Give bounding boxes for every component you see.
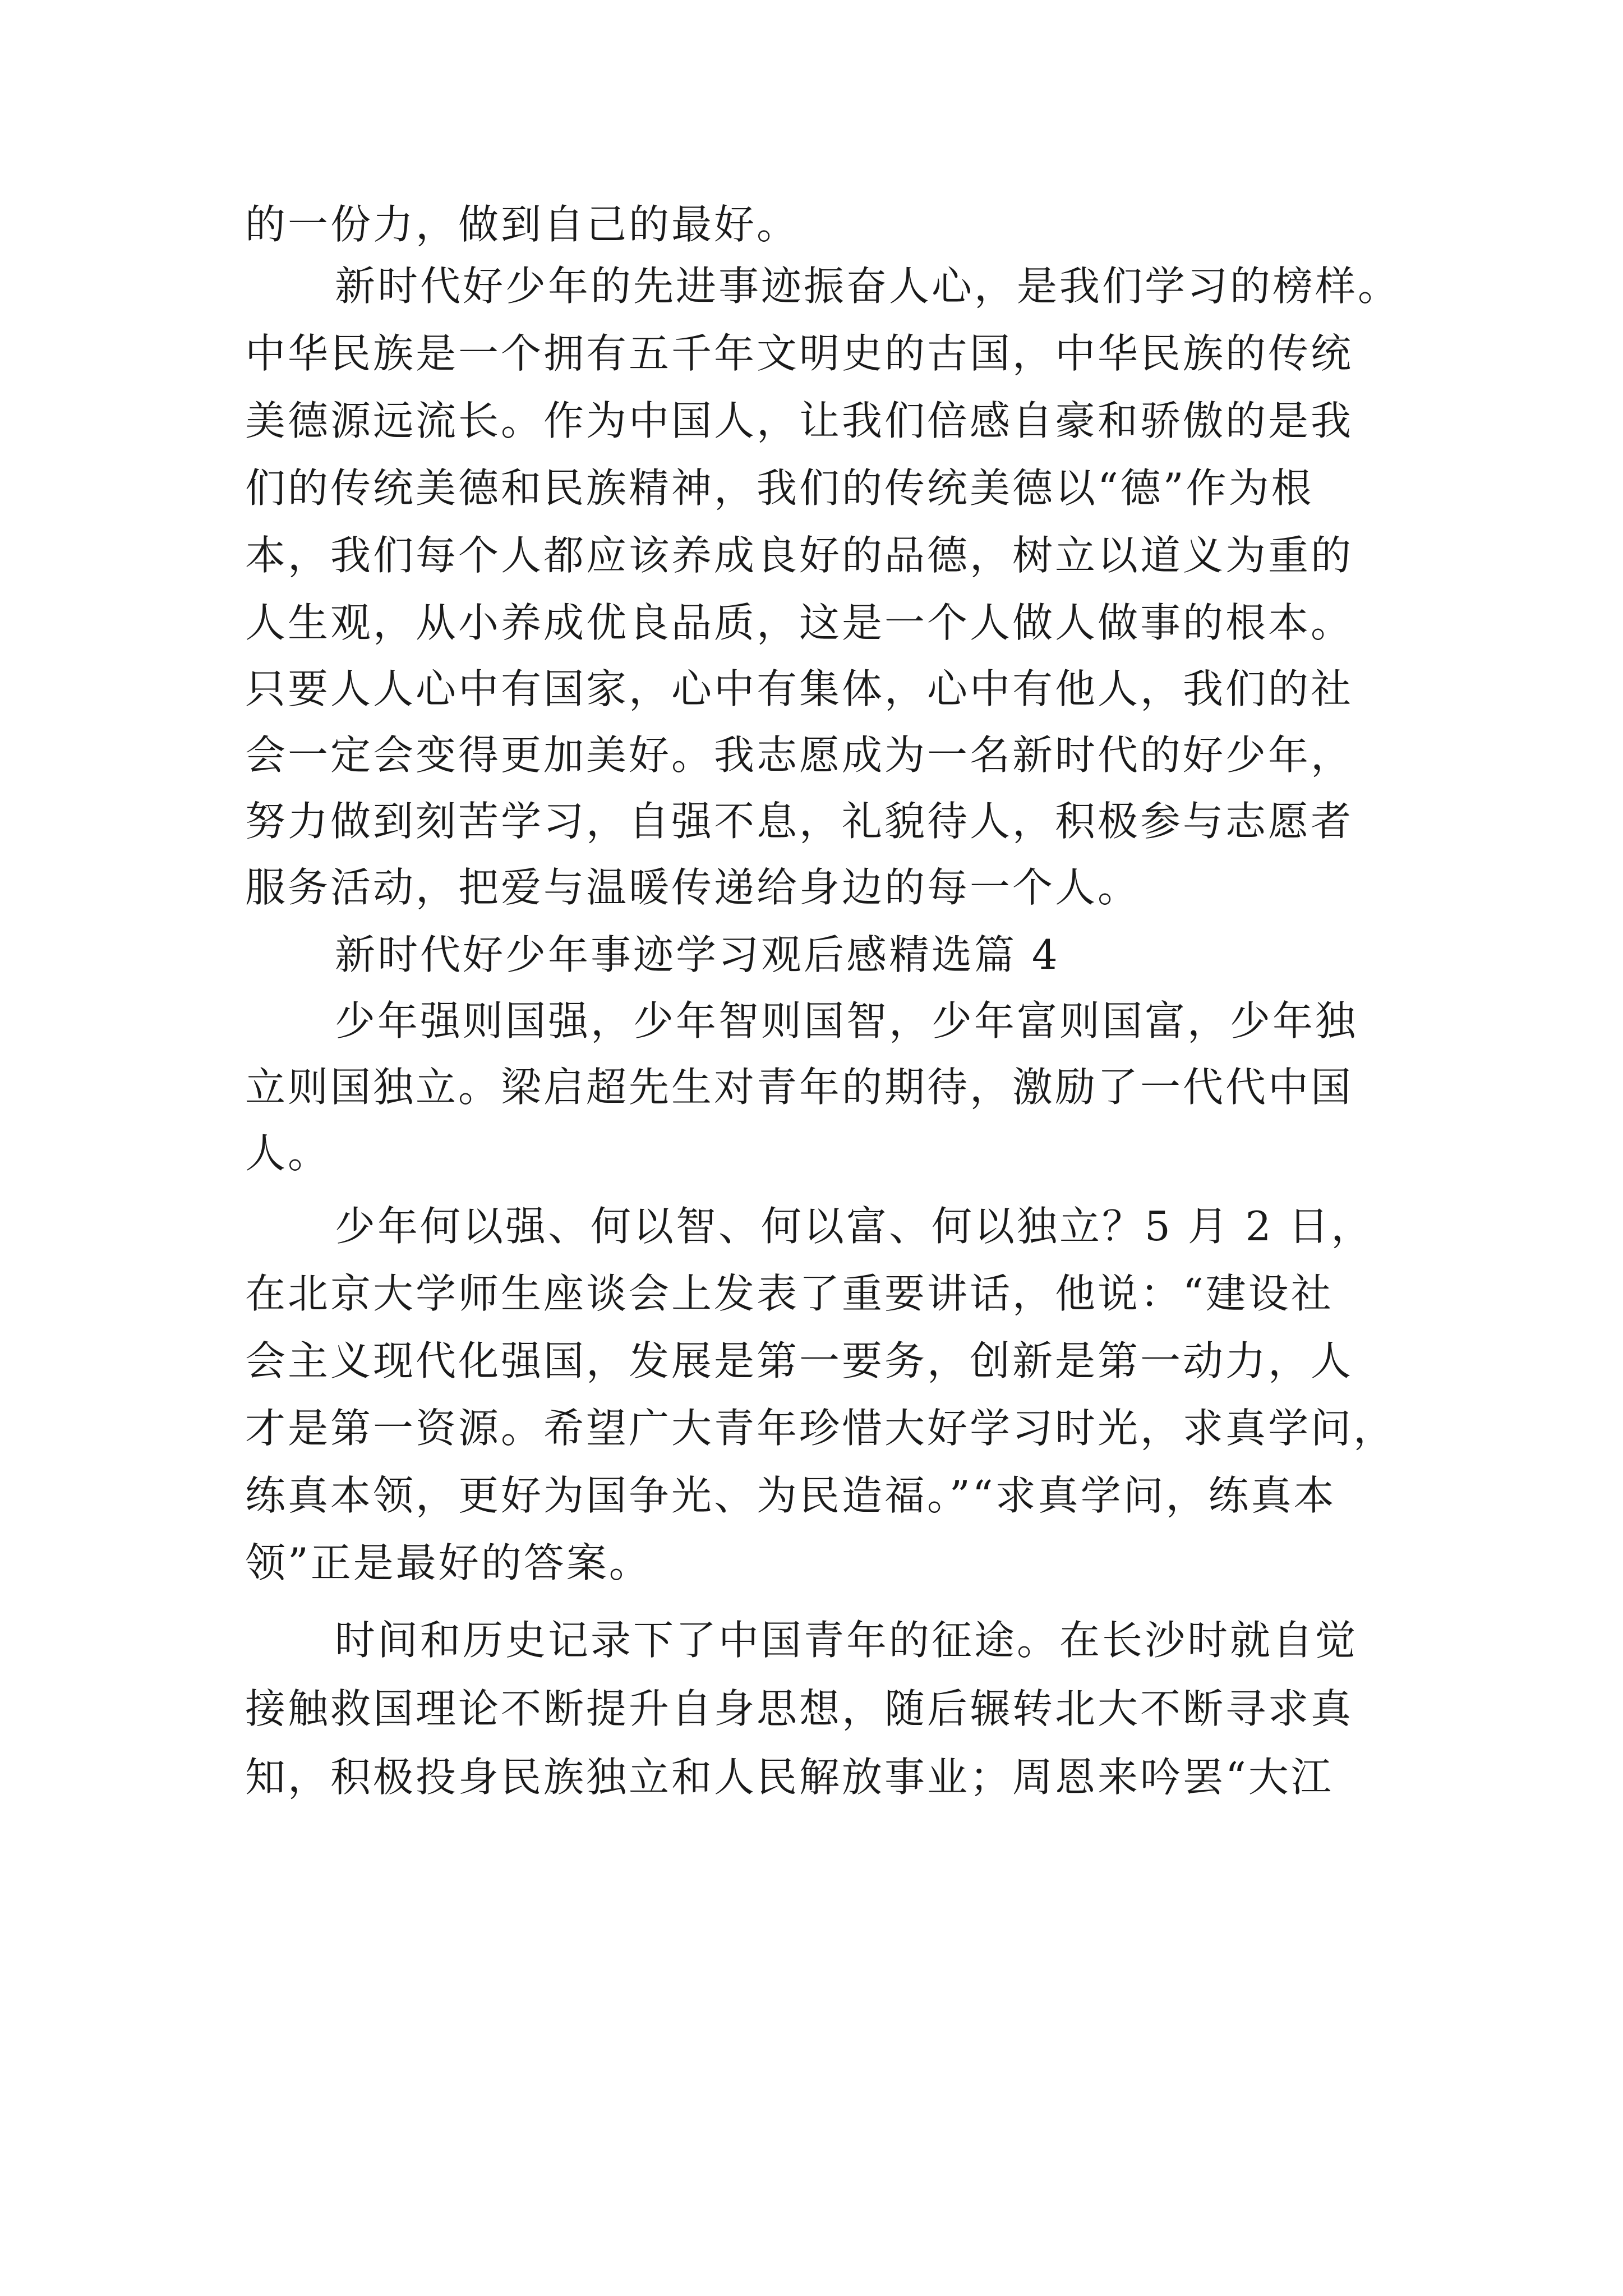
section-heading: 新时代好少年事迹学习观后感精选篇 4: [335, 931, 1060, 978]
text-line: 努力做到刻苦学习，自强不息，礼貌待人，积极参与志愿者: [245, 798, 1354, 845]
text-line: 立则国独立。梁启超先生对青年的期待，激励了一代代中国: [245, 1064, 1354, 1111]
paragraph-start: 新时代好少年的先进事迹振奋人心，是我们学习的榜样。: [335, 263, 1401, 310]
text-line: 人。: [245, 1130, 331, 1177]
paragraph-start: 少年强则国强，少年智则国智，少年富则国富，少年独: [335, 997, 1358, 1045]
text-line: 们的传统美德和民族精神，我们的传统美德以“德”作为根: [245, 464, 1314, 512]
text-line: 会一定会变得更加美好。我志愿成为一名新时代的好少年，: [245, 731, 1354, 779]
text-line: 会主义现代化强国，发展是第一要务，创新是第一动力，人: [245, 1337, 1354, 1384]
text-line: 接触救国理论不断提升自身思想，随后辗转北大不断寻求真: [245, 1685, 1354, 1732]
text-line: 只要人人心中有国家，心中有集体，心中有他人，我们的社: [245, 665, 1354, 712]
text-line: 知，积极投身民族独立和人民解放事业；周恩来吟罢“大江: [245, 1754, 1334, 1801]
text-line: 人生观，从小养成优良品质，这是一个人做人做事的根本。: [245, 599, 1354, 646]
paragraph-start: 少年何以强、何以智、何以富、何以独立？5 月 2 日，: [335, 1203, 1374, 1250]
text-line: 的一份力，做到自己的最好。: [245, 201, 800, 248]
text-line: 在北京大学师生座谈会上发表了重要讲话，他说：“建设社: [245, 1270, 1334, 1317]
text-line: 中华民族是一个拥有五千年文明史的古国，中华民族的传统: [245, 330, 1354, 377]
text-line: 领”正是最好的答案。: [245, 1539, 652, 1586]
text-line: 本，我们每个人都应该养成良好的品德，树立以道义为重的: [245, 532, 1354, 579]
text-line: 练真本领，更好为国争光、为民造福。”“求真学问，练真本: [245, 1472, 1336, 1519]
text-line: 才是第一资源。希望广大青年珍惜大好学习时光，求真学问，: [245, 1405, 1396, 1452]
text-line: 美德源远流长。作为中国人，让我们倍感自豪和骄傲的是我: [245, 397, 1354, 444]
paragraph-start: 时间和历史记录下了中国青年的征途。在长沙时就自觉: [335, 1617, 1358, 1664]
text-line: 服务活动，把爱与温暖传递给身边的每一个人。: [245, 864, 1141, 911]
